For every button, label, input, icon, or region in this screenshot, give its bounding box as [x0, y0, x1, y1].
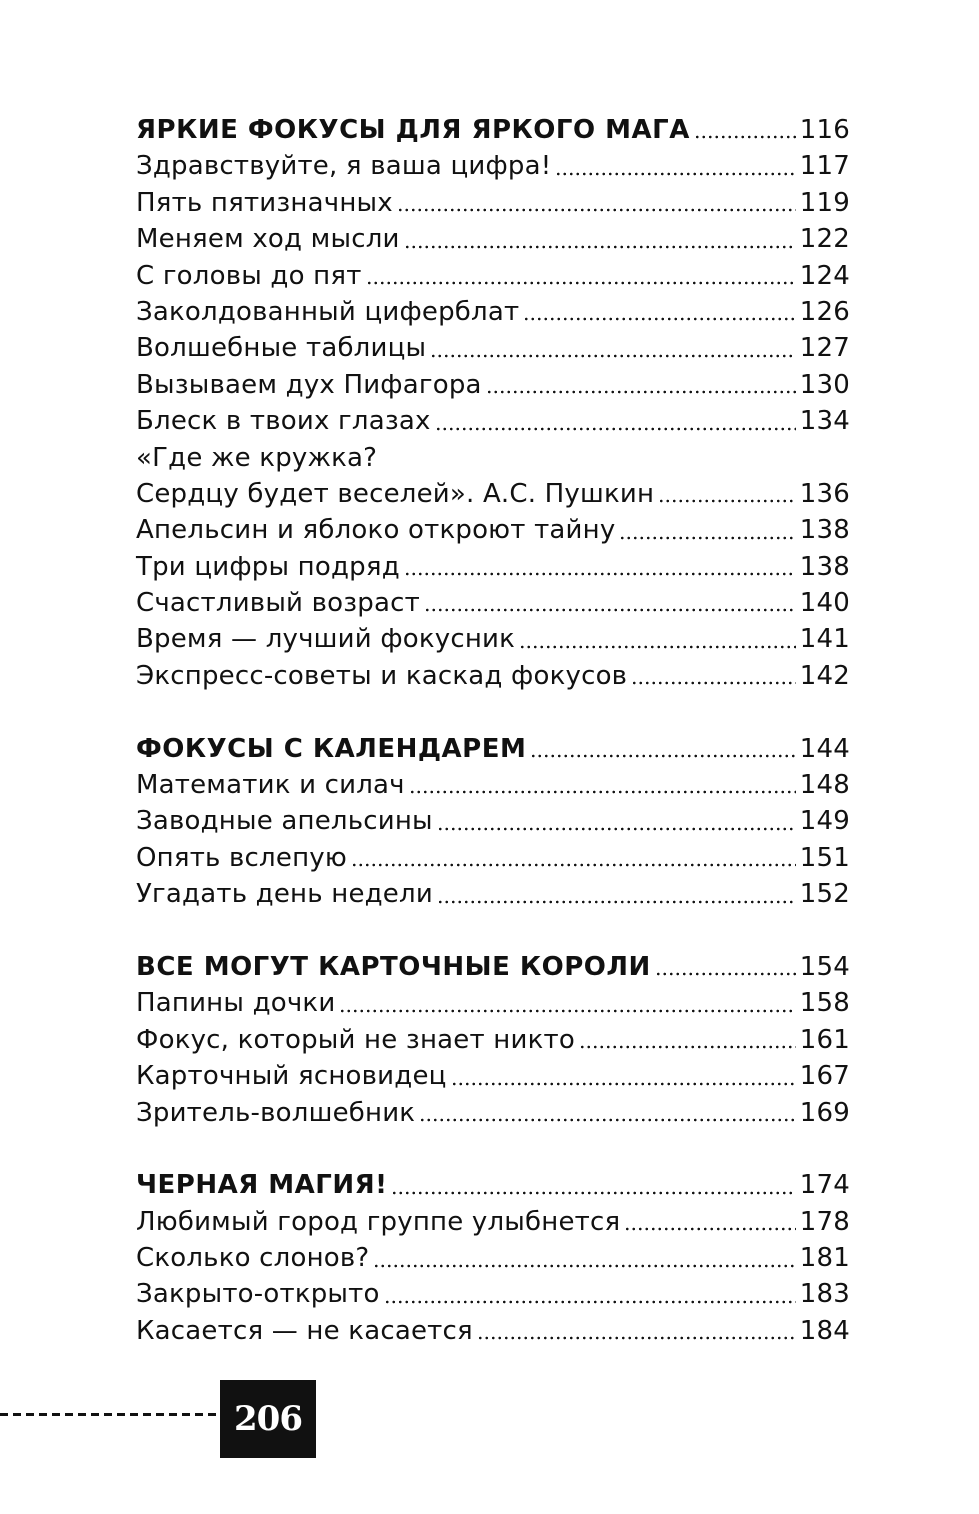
dot-leader [624, 1227, 795, 1231]
toc-section-heading [136, 112, 850, 148]
toc-entry-title: Фокус, который не знает никто [136, 1024, 575, 1055]
toc-entry-page: 138 [799, 515, 850, 546]
dot-leader [351, 863, 796, 867]
toc-entry-page: 117 [799, 151, 850, 182]
dot-leader [619, 536, 795, 540]
toc-entry-title: Заколдованный циферблат [136, 296, 520, 327]
toc-entry-title: Угадать день недели [136, 879, 433, 910]
dot-leader [409, 790, 796, 794]
section-gap [136, 694, 850, 730]
dot-leader [530, 754, 795, 758]
toc-entry-title: Вызываем дух Пифагора [136, 369, 482, 400]
toc-entry-title: Касается — не касается [136, 1315, 473, 1346]
toc-section-heading [136, 731, 850, 767]
toc-entry [136, 1240, 850, 1276]
toc-entry [136, 767, 850, 803]
toc-entry-title: Волшебные таблицы [136, 333, 427, 364]
dot-leader [339, 1009, 795, 1013]
toc-entry [136, 1277, 850, 1313]
toc-entry-page: 149 [799, 806, 850, 837]
dot-leader [694, 135, 796, 139]
toc-entry-title: Время — лучший фокусник [136, 624, 516, 655]
toc-entry-title: Любимый город группе улыбнется [136, 1206, 621, 1237]
toc-entry-page: 142 [799, 660, 850, 691]
toc-entry-page: 116 [799, 114, 850, 145]
toc-entry-title: ФОКУСЫ С КАЛЕНДАРЕМ [136, 733, 527, 764]
dot-leader [579, 1045, 796, 1049]
toc-entry-page: 167 [799, 1061, 850, 1092]
dot-leader [419, 1118, 796, 1122]
toc-entry [136, 367, 850, 403]
toc-entry-page: 127 [799, 333, 850, 364]
toc-entry [136, 840, 850, 876]
section-gap [136, 913, 850, 949]
toc-entry-page: 148 [799, 770, 850, 801]
toc-entry [136, 1095, 850, 1131]
table-of-contents [136, 112, 850, 1349]
dot-leader [523, 317, 795, 321]
dot-leader [437, 827, 796, 831]
toc-entry-page: 158 [799, 988, 850, 1019]
dot-leader [658, 499, 796, 503]
toc-entry-title: С головы до пят [136, 260, 362, 291]
toc-entry-page: 130 [799, 369, 850, 400]
toc-entry-title: Опять вслепую [136, 842, 347, 873]
toc-entry [136, 585, 850, 621]
toc-entry [136, 1313, 850, 1349]
dot-leader [404, 245, 796, 249]
toc-entry [136, 876, 850, 912]
toc-entry-title: «Где же кружка? [136, 442, 378, 473]
toc-entry-page: 138 [799, 551, 850, 582]
toc-entry-page: 174 [799, 1170, 850, 1201]
toc-entry [136, 221, 850, 257]
toc-entry-page: 119 [799, 187, 850, 218]
toc-entry-page: 124 [799, 260, 850, 291]
toc-entry-page: 183 [799, 1279, 850, 1310]
toc-entry-title: Сердцу будет веселей». А.С. Пушкин [136, 478, 655, 509]
toc-entry-title: Математик и силач [136, 770, 405, 801]
toc-entry-title: Зритель-волшебник [136, 1097, 416, 1128]
toc-entry-title: Карточный ясновидец [136, 1061, 447, 1092]
dot-leader [435, 427, 796, 431]
toc-entry [136, 330, 850, 366]
dot-leader [391, 1191, 795, 1195]
toc-entry-page: 141 [799, 624, 850, 655]
toc-entry-title: Три цифры подряд [136, 551, 400, 582]
dot-leader [631, 681, 796, 685]
toc-entry-title: Закрыто-открыто [136, 1279, 380, 1310]
toc-section-heading [136, 949, 850, 985]
dot-leader [430, 354, 796, 358]
dot-leader [655, 972, 796, 976]
toc-entry-page: 144 [799, 733, 850, 764]
toc-entry-page: 122 [799, 224, 850, 255]
toc-entry-page: 136 [799, 478, 850, 509]
toc-entry [136, 658, 850, 694]
toc-entry [136, 185, 850, 221]
dot-leader [384, 1300, 796, 1304]
toc-entry-page: 178 [799, 1206, 850, 1237]
toc-entry-page: 134 [799, 406, 850, 437]
dot-leader [555, 172, 795, 176]
page-number-badge: 206 [220, 1380, 316, 1458]
toc-entry [136, 148, 850, 184]
toc-entry-title: Сколько слонов? [136, 1243, 370, 1274]
footer-dashed-rule [0, 1413, 220, 1416]
dot-leader [519, 645, 796, 649]
toc-entry [136, 549, 850, 585]
toc-entry-title: Меняем ход мысли [136, 224, 400, 255]
section-gap [136, 1131, 850, 1167]
dot-leader [366, 281, 796, 285]
toc-entry-title: Счастливый возраст [136, 588, 420, 619]
toc-entry [136, 403, 850, 439]
toc-entry-page: 140 [799, 588, 850, 619]
toc-entry-page: 151 [799, 842, 850, 873]
toc-entry [136, 1022, 850, 1058]
toc-entry [136, 985, 850, 1021]
toc-entry-title: Папины дочки [136, 988, 336, 1019]
toc-entry [136, 440, 850, 476]
toc-entry-title: Апельсин и яблоко откроют тайну [136, 515, 616, 546]
toc-entry-title: ЯРКИЕ ФОКУСЫ ДЛЯ ЯРКОГО МАГА [136, 114, 690, 145]
toc-entry [136, 294, 850, 330]
dot-leader [397, 208, 796, 212]
toc-entry-page: 152 [799, 879, 850, 910]
toc-entry-title: ЧЕРНАЯ МАГИЯ! [136, 1170, 388, 1201]
dot-leader [424, 608, 796, 612]
dot-leader [373, 1264, 795, 1268]
toc-entry-title: Пять пятизначных [136, 187, 393, 218]
toc-entry [136, 476, 850, 512]
toc-entry-page: 161 [799, 1024, 850, 1055]
toc-entry [136, 1204, 850, 1240]
toc-entry [136, 512, 850, 548]
toc-section-heading [136, 1167, 850, 1203]
toc-entry [136, 258, 850, 294]
dot-leader [486, 390, 796, 394]
dot-leader [437, 900, 796, 904]
toc-entry-title: Здравствуйте, я ваша цифра! [136, 151, 552, 182]
toc-entry [136, 803, 850, 839]
dot-leader [451, 1082, 796, 1086]
dot-leader [404, 572, 796, 576]
dot-leader [477, 1336, 796, 1340]
toc-entry [136, 621, 850, 657]
toc-entry-title: Блеск в твоих глазах [136, 406, 431, 437]
toc-entry-title: Экспресс-советы и каскад фокусов [136, 660, 628, 691]
toc-entry-title: ВСЕ МОГУТ КАРТОЧНЫЕ КОРОЛИ [136, 951, 651, 982]
toc-entry-page: 184 [799, 1315, 850, 1346]
toc-entry-page: 126 [799, 296, 850, 327]
toc-entry-page: 154 [799, 951, 850, 982]
toc-entry-page: 181 [799, 1243, 850, 1274]
toc-entry-title: Заводные апельсины [136, 806, 433, 837]
toc-entry [136, 1058, 850, 1094]
toc-entry-page: 169 [799, 1097, 850, 1128]
